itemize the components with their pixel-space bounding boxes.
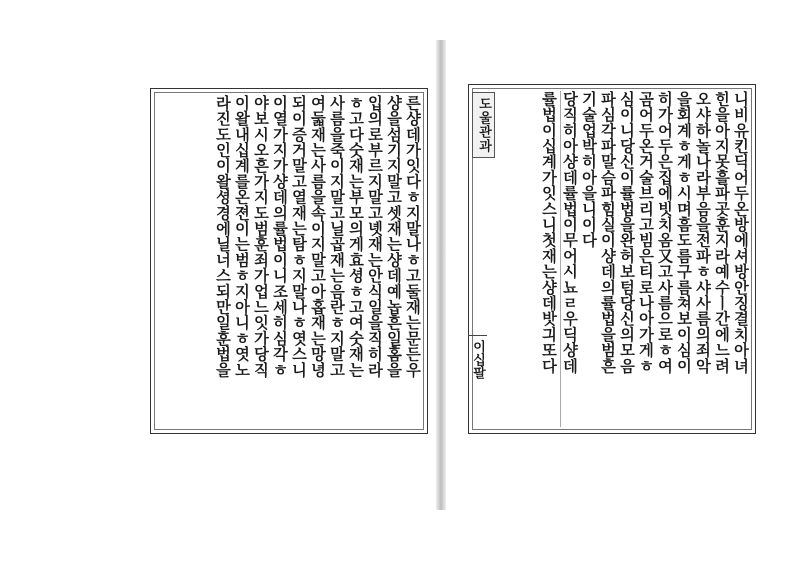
text-column: 곰어두온거술브리고빔은티로나아가게ㅎ <box>637 91 655 374</box>
text-column: 여둛재는사름을속이지말고아홉재는망녕 <box>309 95 327 378</box>
text-column: 이왈내십계를온젼이는범ㅎ지아니ㅎ엿노 <box>233 95 251 378</box>
right-page-text <box>491 91 749 427</box>
book-gutter <box>436 40 446 510</box>
text-column: 입의로부르지말고녯재는안식일을직히라 <box>366 95 384 378</box>
text-column: 이열가지가샹데의률법이니조세히심각ㅎ <box>271 95 289 378</box>
text-column: 히가어두은집에빗치옴又고사름으로ㅎ여 <box>656 91 674 374</box>
text-column: 심이니당신이률법을완허보텀당신의모음 <box>618 91 636 374</box>
running-title: 도울관과 <box>472 92 495 158</box>
left-page-text <box>157 95 421 427</box>
right-page <box>468 84 756 434</box>
text-column: 니비유킨딕어두온방에셔방안징결치아녀 <box>732 91 750 374</box>
text-column: 사름을죽이지말고닐곱재는음란ㅎ지말고 <box>328 95 346 378</box>
text-column: 라진도인이왈셩경에닐너스되만일훈법을 <box>214 95 232 378</box>
left-page <box>150 88 428 434</box>
text-column: 야보시오흔가지도범훈죄가업느잇가당직 <box>252 95 270 378</box>
text-column: ㅎ고다숫재는부모의게효셩ㅎ고여숫재는 <box>347 95 365 378</box>
text-column: 을회계ㅎ게ㅎ시며흠도름구름쳐보이심이 <box>675 91 693 374</box>
text-column: 률법이십계가잇스니첫재는샹데밧긔또다 <box>540 91 558 374</box>
text-column: 힌을아지못흘파곳훈지라예수ㅣ간에느려 <box>713 91 731 374</box>
text-column: 파심각파말슴파힘실이샹데의률법을범흔 <box>599 91 617 374</box>
text-column: 른샹데가잇다ㅎ지말나ㅎ고둘재는문든우 <box>404 95 422 378</box>
text-column: 기술업박히아을니이다 <box>580 91 598 248</box>
text-column: 되이증거말고열재는탐ㅎ지말나ㅎ엿스니 <box>290 95 308 378</box>
text-column: 오샤하놀나라부음을전파ㅎ샤사름의죄악 <box>694 91 712 374</box>
text-column: 당직히아샹데률법이무어시뇨ㄹ우딕샹데 <box>560 91 578 427</box>
page-number: 이십팔 <box>468 335 487 379</box>
text-column: 샹을섬기지말고셋재는샹데예놉흔일홈을 <box>385 95 403 378</box>
